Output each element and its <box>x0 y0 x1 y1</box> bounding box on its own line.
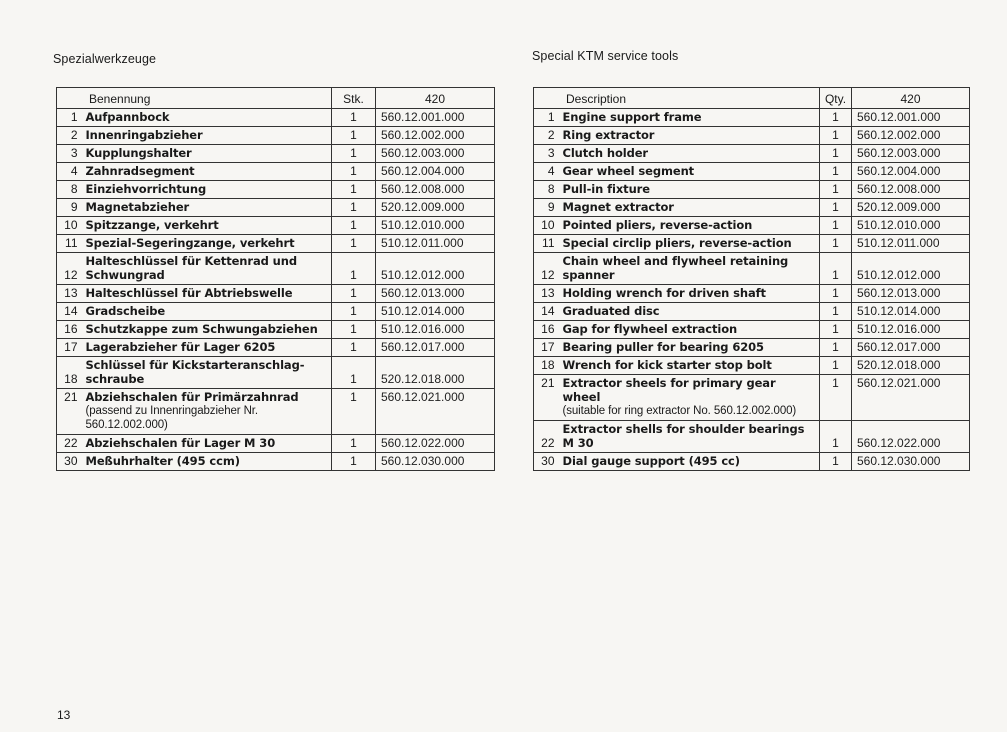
table-row <box>57 339 495 357</box>
quantity: 1 <box>820 145 852 163</box>
quantity: 1 <box>820 453 852 471</box>
table-row <box>534 109 970 127</box>
row-number: 12 <box>57 253 83 285</box>
tool-name-text: Gear wheel segment <box>562 164 695 178</box>
table-row <box>57 357 495 389</box>
tool-name <box>83 303 332 321</box>
table-row <box>534 375 970 421</box>
part-number: 560.12.003.000 <box>376 145 495 163</box>
quantity: 1 <box>820 181 852 199</box>
table-row <box>534 357 970 375</box>
tool-name <box>83 339 332 357</box>
table-row <box>57 303 495 321</box>
quantity: 1 <box>332 181 376 199</box>
part-number: 510.12.010.000 <box>376 217 495 235</box>
part-number: 510.12.011.000 <box>852 235 970 253</box>
quantity: 1 <box>332 453 376 471</box>
row-number: 8 <box>534 181 560 199</box>
part-number: 520.12.018.000 <box>852 357 970 375</box>
part-number: 560.12.030.000 <box>376 453 495 471</box>
tool-name <box>560 303 820 321</box>
tool-name <box>83 127 332 145</box>
part-number: 560.12.001.000 <box>852 109 970 127</box>
table-row <box>534 321 970 339</box>
tool-name <box>560 421 820 453</box>
tool-name <box>83 389 332 435</box>
tool-name-text: Magnet extractor <box>562 200 674 214</box>
column-header-qty: Qty. <box>820 88 852 109</box>
row-number: 4 <box>57 163 83 181</box>
quantity: 1 <box>820 339 852 357</box>
quantity: 1 <box>820 421 852 453</box>
part-number: 510.12.012.000 <box>852 253 970 285</box>
tool-name <box>560 321 820 339</box>
table-header-row <box>57 88 495 109</box>
row-number: 13 <box>57 285 83 303</box>
tools-table-english <box>533 87 970 471</box>
row-number: 11 <box>534 235 560 253</box>
tool-name <box>560 145 820 163</box>
table-row <box>534 303 970 321</box>
row-number: 14 <box>57 303 83 321</box>
table-row <box>534 421 970 453</box>
table-row <box>534 253 970 285</box>
tool-name <box>560 163 820 181</box>
page-number: 13 <box>57 708 71 722</box>
table-row <box>534 199 970 217</box>
tool-name <box>560 127 820 145</box>
row-number: 30 <box>57 453 83 471</box>
part-number: 560.12.021.000 <box>376 389 495 435</box>
table-row <box>534 339 970 357</box>
tool-note: (passend zu Innenringabzieher Nr. 560.12.002.000) <box>85 405 259 431</box>
column-header-model: 420 <box>376 88 495 109</box>
tool-name <box>560 357 820 375</box>
tool-name-text: Gap for flywheel extraction <box>562 322 738 336</box>
quantity: 1 <box>332 109 376 127</box>
part-number: 510.12.012.000 <box>376 253 495 285</box>
part-number: 560.12.008.000 <box>852 181 970 199</box>
tool-name-text: Gradscheibe <box>85 304 166 318</box>
row-number: 16 <box>57 321 83 339</box>
table-row <box>534 163 970 181</box>
row-number: 1 <box>57 109 83 127</box>
quantity: 1 <box>820 375 852 421</box>
tool-name <box>83 357 332 389</box>
tool-name <box>83 435 332 453</box>
part-number: 560.12.013.000 <box>376 285 495 303</box>
tool-name-text: Pull-in fixture <box>562 182 650 196</box>
row-number: 3 <box>534 145 560 163</box>
tool-name <box>560 181 820 199</box>
tool-name <box>83 321 332 339</box>
quantity: 1 <box>332 285 376 303</box>
table-row <box>57 145 495 163</box>
tool-name-text: Chain wheel and flywheel retaining spanner <box>562 254 789 282</box>
quantity: 1 <box>820 217 852 235</box>
tool-name-text: Kupplungshalter <box>85 146 192 160</box>
tool-name <box>560 199 820 217</box>
part-number: 520.12.009.000 <box>376 199 495 217</box>
tool-name-text: Ring extractor <box>562 128 655 142</box>
quantity: 1 <box>820 303 852 321</box>
table-row <box>57 321 495 339</box>
part-number: 510.12.014.000 <box>376 303 495 321</box>
part-number: 520.12.018.000 <box>376 357 495 389</box>
part-number: 560.12.013.000 <box>852 285 970 303</box>
table-row <box>57 285 495 303</box>
quantity: 1 <box>332 357 376 389</box>
column-header-description: Benennung <box>57 88 332 109</box>
row-number: 1 <box>534 109 560 127</box>
tool-name-text: Schlüssel für Kickstarteranschlag-schraube <box>85 358 305 386</box>
part-number: 560.12.001.000 <box>376 109 495 127</box>
part-number: 510.12.016.000 <box>852 321 970 339</box>
row-number: 10 <box>534 217 560 235</box>
part-number: 560.12.021.000 <box>852 375 970 421</box>
part-number: 560.12.008.000 <box>376 181 495 199</box>
tool-name-text: Dial gauge support (495 cc) <box>562 454 740 468</box>
part-number: 560.12.017.000 <box>376 339 495 357</box>
tool-name-text: Meßuhrhalter (495 ccm) <box>85 454 240 468</box>
part-number: 560.12.030.000 <box>852 453 970 471</box>
tool-name <box>83 285 332 303</box>
table-row <box>57 389 495 435</box>
quantity: 1 <box>332 235 376 253</box>
tool-name <box>560 253 820 285</box>
row-number: 14 <box>534 303 560 321</box>
row-number: 2 <box>57 127 83 145</box>
table-row <box>534 217 970 235</box>
part-number: 560.12.004.000 <box>852 163 970 181</box>
tool-note: (suitable for ring extractor No. 560.12.002.000) <box>562 405 797 417</box>
table-row <box>534 285 970 303</box>
quantity: 1 <box>332 253 376 285</box>
tool-name <box>83 109 332 127</box>
tool-name-text: Holding wrench for driven shaft <box>562 286 766 300</box>
row-number: 21 <box>534 375 560 421</box>
row-number: 30 <box>534 453 560 471</box>
row-number: 17 <box>57 339 83 357</box>
quantity: 1 <box>820 357 852 375</box>
row-number: 16 <box>534 321 560 339</box>
tool-name-text: Lagerabzieher für Lager 6205 <box>85 340 276 354</box>
row-number: 2 <box>534 127 560 145</box>
table-row <box>534 453 970 471</box>
tool-name <box>560 285 820 303</box>
quantity: 1 <box>332 435 376 453</box>
tool-name-text: Pointed pliers, reverse-action <box>562 218 753 232</box>
tool-name <box>83 217 332 235</box>
tool-name <box>83 199 332 217</box>
tool-name <box>560 453 820 471</box>
tool-name-text: Aufpannbock <box>85 110 170 124</box>
quantity: 1 <box>820 199 852 217</box>
table-row <box>534 127 970 145</box>
table-row <box>57 109 495 127</box>
tool-name-text: Bearing puller for bearing 6205 <box>562 340 764 354</box>
table-row <box>57 253 495 285</box>
tool-name <box>560 235 820 253</box>
row-number: 22 <box>534 421 560 453</box>
heading-right: Special KTM service tools <box>532 49 679 63</box>
table-row <box>534 235 970 253</box>
quantity: 1 <box>820 163 852 181</box>
tools-table-german <box>56 87 495 471</box>
quantity: 1 <box>332 127 376 145</box>
tool-name-text: Halteschlüssel für Kettenrad und Schwungrad <box>85 254 297 282</box>
quantity: 1 <box>332 339 376 357</box>
row-number: 21 <box>57 389 83 435</box>
tool-name <box>560 109 820 127</box>
tool-name-text: Innenringabzieher <box>85 128 203 142</box>
row-number: 9 <box>57 199 83 217</box>
tool-name-text: Halteschlüssel für Abtriebswelle <box>85 286 293 300</box>
part-number: 560.12.022.000 <box>376 435 495 453</box>
tool-name <box>83 235 332 253</box>
part-number: 560.12.003.000 <box>852 145 970 163</box>
row-number: 4 <box>534 163 560 181</box>
tool-name <box>83 453 332 471</box>
tool-name <box>560 217 820 235</box>
row-number: 3 <box>57 145 83 163</box>
part-number: 510.12.016.000 <box>376 321 495 339</box>
tool-name-text: Zahnradsegment <box>85 164 195 178</box>
part-number: 560.12.022.000 <box>852 421 970 453</box>
quantity: 1 <box>820 285 852 303</box>
part-number: 520.12.009.000 <box>852 199 970 217</box>
table-row <box>57 181 495 199</box>
tool-name-text: Magnetabzieher <box>85 200 190 214</box>
tool-name-text: Abziehschalen für Lager M 30 <box>85 436 276 450</box>
quantity: 1 <box>332 389 376 435</box>
quantity: 1 <box>332 217 376 235</box>
tool-name-text: Graduated disc <box>562 304 660 318</box>
tool-name <box>560 339 820 357</box>
row-number: 17 <box>534 339 560 357</box>
heading-left: Spezialwerkzeuge <box>53 52 157 66</box>
table-row <box>57 435 495 453</box>
quantity: 1 <box>820 109 852 127</box>
tool-name-text: Special circlip pliers, reverse-action <box>562 236 792 250</box>
tool-name <box>83 181 332 199</box>
quantity: 1 <box>332 303 376 321</box>
table-row <box>57 235 495 253</box>
row-number: 9 <box>534 199 560 217</box>
table-row <box>57 199 495 217</box>
column-header-model: 420 <box>852 88 970 109</box>
quantity: 1 <box>820 253 852 285</box>
tool-name-text: Wrench for kick starter stop bolt <box>562 358 772 372</box>
tool-name-text: Einziehvorrichtung <box>85 182 207 196</box>
tool-name-text: Clutch holder <box>562 146 649 160</box>
tool-name-text: Extractor shells for shoulder bearings M 30 <box>562 422 805 450</box>
row-number: 12 <box>534 253 560 285</box>
table-row <box>57 163 495 181</box>
part-number: 560.12.017.000 <box>852 339 970 357</box>
tool-name-text: Engine support frame <box>562 110 702 124</box>
row-number: 18 <box>534 357 560 375</box>
quantity: 1 <box>332 145 376 163</box>
part-number: 560.12.004.000 <box>376 163 495 181</box>
quantity: 1 <box>332 321 376 339</box>
tool-name <box>83 253 332 285</box>
part-number: 560.12.002.000 <box>852 127 970 145</box>
column-header-description: Description <box>534 88 820 109</box>
quantity: 1 <box>820 127 852 145</box>
tool-name-text: Extractor sheels for primary gear wheel <box>562 376 776 404</box>
tool-name <box>83 145 332 163</box>
quantity: 1 <box>332 199 376 217</box>
table-row <box>57 127 495 145</box>
row-number: 10 <box>57 217 83 235</box>
table-row <box>534 145 970 163</box>
row-number: 13 <box>534 285 560 303</box>
row-number: 8 <box>57 181 83 199</box>
tool-name <box>560 375 820 421</box>
table-row <box>534 181 970 199</box>
tool-name-text: Abziehschalen für Primärzahnrad <box>85 390 299 404</box>
tool-name-text: Schutzkappe zum Schwungabziehen <box>85 322 318 336</box>
quantity: 1 <box>820 235 852 253</box>
part-number: 560.12.002.000 <box>376 127 495 145</box>
row-number: 22 <box>57 435 83 453</box>
part-number: 510.12.010.000 <box>852 217 970 235</box>
table-header-row <box>534 88 970 109</box>
row-number: 11 <box>57 235 83 253</box>
row-number: 18 <box>57 357 83 389</box>
quantity: 1 <box>820 321 852 339</box>
tool-name-text: Spitzzange, verkehrt <box>85 218 219 232</box>
part-number: 510.12.011.000 <box>376 235 495 253</box>
table-row <box>57 453 495 471</box>
column-header-qty: Stk. <box>332 88 376 109</box>
tool-name <box>83 163 332 181</box>
tool-name-text: Spezial-Segeringzange, verkehrt <box>85 236 295 250</box>
quantity: 1 <box>332 163 376 181</box>
part-number: 510.12.014.000 <box>852 303 970 321</box>
table-row <box>57 217 495 235</box>
